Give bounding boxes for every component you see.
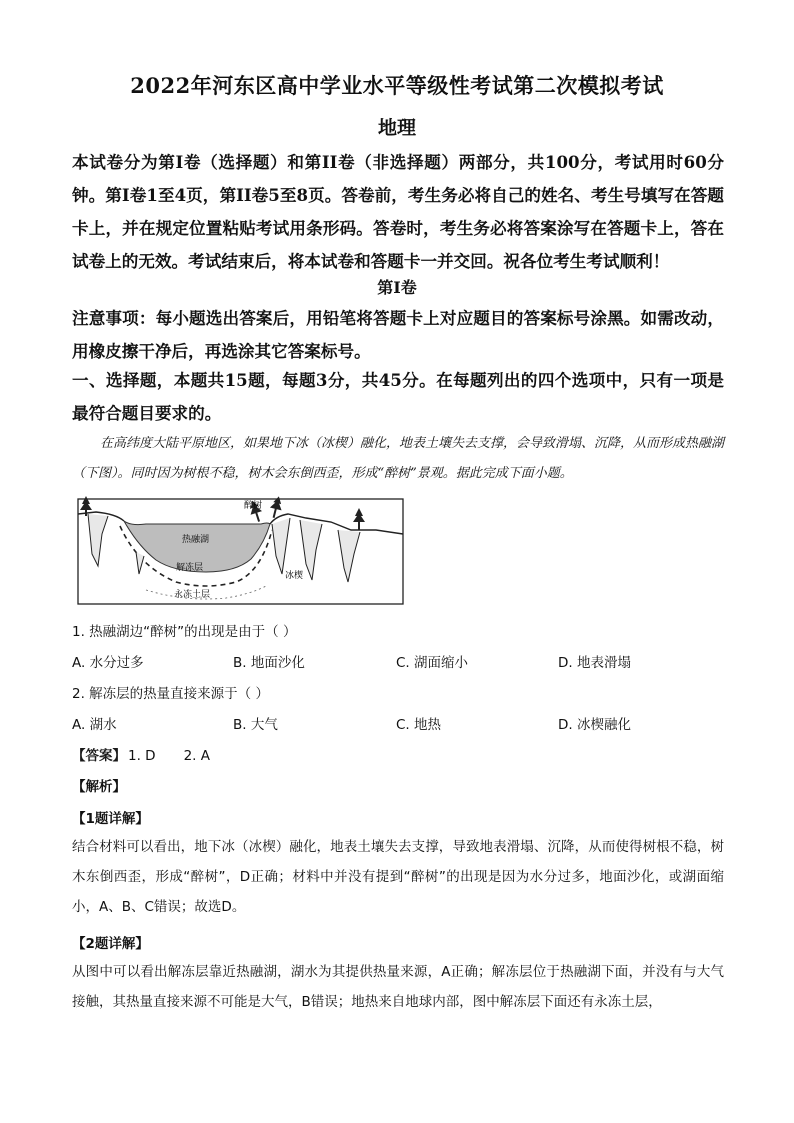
tree-icon-right bbox=[353, 508, 365, 530]
answer-q1: 1. D bbox=[128, 748, 156, 764]
exam-title: 2022年河东区高中学业水平等级性考试第二次模拟考试 bbox=[130, 73, 664, 98]
question-2-option-c: C. 地热 bbox=[396, 717, 442, 733]
detail-2-text: 从图中可以看出解冻层靠近热融湖，湖水为其提供热量来源，A正确；解冻层位于热融湖下面，并没有与大气接触，其热量直接来源不可能是大气，B错误；地热来自地球内部，图中解冻层下面还有永冻土层， bbox=[72, 964, 724, 1010]
exam-subject: 地理 bbox=[377, 117, 416, 139]
label-drunk-tree: 醉树 bbox=[244, 501, 263, 511]
question-2-option-b: B. 大气 bbox=[233, 717, 278, 733]
section-heading: 一、选择题，本题共15题，每题3分，共45分。在每题列出的四个选项中，只有一项是最符合题目要求的。 bbox=[72, 370, 724, 423]
answer-label: 【答案】 bbox=[72, 748, 126, 764]
question-2-option-d: D. 冰楔融化 bbox=[558, 717, 631, 733]
question-1-option-d: D. 地表滑塌 bbox=[558, 655, 631, 671]
detail-1-label: 【1题详解】 bbox=[72, 811, 149, 827]
answer-q2: 2. A bbox=[183, 748, 210, 764]
question-1-option-a: A. 水分过多 bbox=[72, 655, 144, 671]
question-2-option-a: A. 湖水 bbox=[72, 717, 117, 733]
label-ice-wedge: 冰楔 bbox=[285, 571, 304, 581]
material-text: 在高纬度大陆平原地区，如果地下冰（冰楔）融化，地表土壤失去支撑，会导致滑塌、沉降，从而形成热融湖（下图）。同时因为树根不稳，树木会东倒西歪，形成“醉树”景观。据此完成下面小题。 bbox=[72, 436, 725, 481]
notice-text: 注意事项：每小题选出答案后，用铅笔将答题卡上对应题目的答案标号涂黑。如需改动，用橡皮擦干净后，再选涂其它答案标号。 bbox=[72, 308, 724, 361]
label-permafrost: 永冻土层 bbox=[174, 590, 211, 600]
thermokarst-diagram bbox=[76, 494, 406, 606]
label-thaw-layer: 解冻层 bbox=[176, 563, 204, 573]
question-1-option-c: C. 湖面缩小 bbox=[396, 655, 469, 671]
ice-wedge-3 bbox=[272, 518, 290, 574]
part-one-title: 第Ⅰ卷 bbox=[377, 278, 417, 297]
analysis-label: 【解析】 bbox=[72, 779, 126, 795]
ice-wedge-2 bbox=[136, 552, 144, 574]
ice-wedge-4 bbox=[300, 520, 322, 580]
question-1-stem: 1. 热融湖边“醉树”的出现是由于（ ） bbox=[72, 624, 297, 640]
detail-2-label: 【2题详解】 bbox=[72, 936, 149, 952]
question-2-stem: 2. 解冻层的热量直接来源于（ ） bbox=[72, 686, 269, 702]
label-lake: 热融湖 bbox=[182, 535, 210, 545]
question-1-option-b: B. 地面沙化 bbox=[233, 655, 305, 671]
ice-wedge-5 bbox=[338, 530, 360, 582]
ice-wedge-1 bbox=[88, 514, 108, 566]
exam-intro: 本试卷分为第Ⅰ卷（选择题）和第II卷（非选择题）两部分，共100分，考试用时60分钟。第Ⅰ卷1至4页，第II卷5至8页。答卷前，考生务必将自己的姓名、考生号填写在答题卡上，并在规定位置粘贴考试用条形码。答卷时，考生务必将答案涂写在答题卡上，答在试卷上的无效。考试结束后，将本试卷和答题卡一并交回。祝各位考生考试顺利！ bbox=[72, 152, 724, 271]
detail-1-text: 结合材料可以看出，地下冰（冰楔）融化，地表土壤失去支撑，导致地表滑塌、沉降，从而使得树根不稳，树木东倒西歪，形成“醉树”，D正确；材料中并没有提到“醉树”的出现是因为水分过多，地面沙化，或湖面缩小，A、B、C错误；故选D。 bbox=[72, 839, 724, 915]
answer-line bbox=[72, 744, 210, 764]
